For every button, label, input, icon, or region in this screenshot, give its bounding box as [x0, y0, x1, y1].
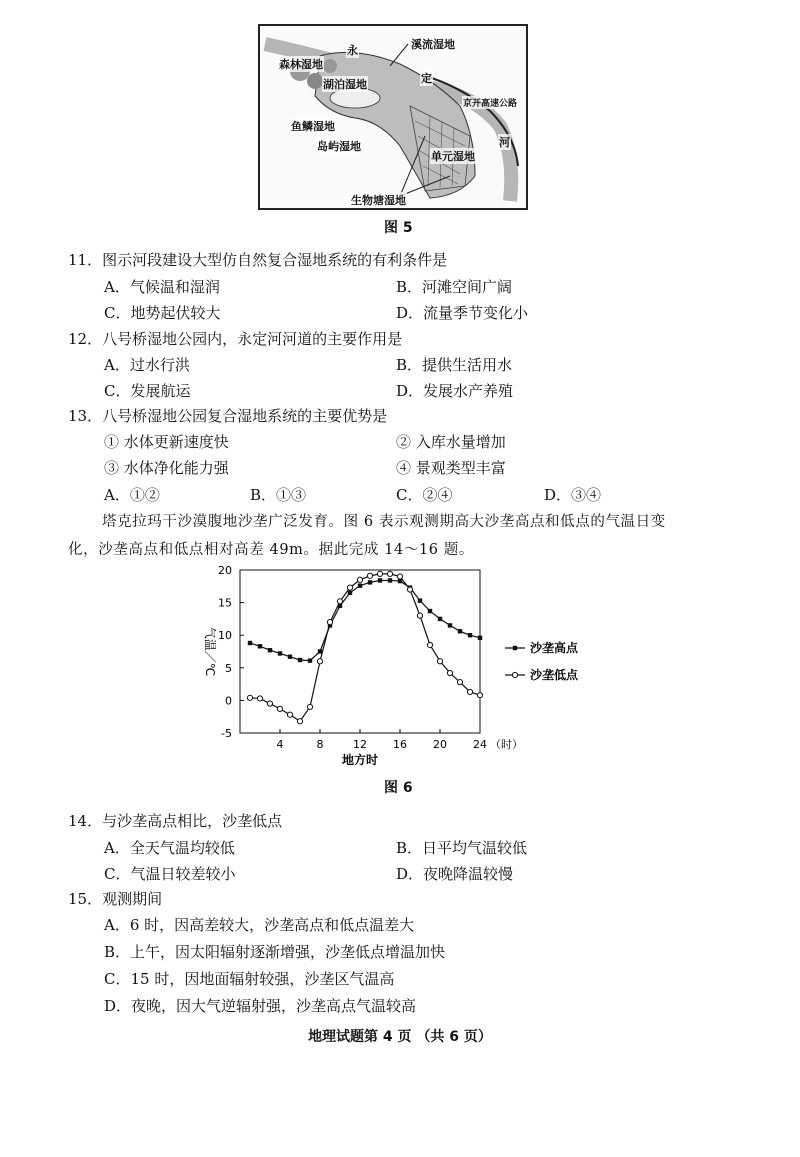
x-tick-label: 4 [276, 738, 284, 751]
x-axis-title: 地方时 [341, 753, 379, 767]
q13-option-c: C．②④ [396, 486, 453, 504]
high-point-marker [258, 644, 262, 648]
x-unit-label: （时） [490, 738, 523, 751]
high-point-marker [308, 658, 312, 662]
series-line-1 [250, 574, 480, 721]
label-biopond-wetland: 生物塘湿地 [351, 194, 406, 207]
low-point-marker [477, 693, 482, 698]
high-point-marker [358, 583, 362, 587]
y-tick-label: 0 [225, 694, 232, 708]
high-point-marker [268, 648, 272, 652]
q12-option-b: B．提供生活用水 [396, 356, 513, 374]
q13-option-b: B．①③ [250, 486, 307, 504]
high-point-marker [478, 636, 482, 640]
series-line-0 [250, 580, 480, 660]
legend-marker-low [512, 672, 517, 677]
label-river-he: 河 [499, 136, 510, 149]
low-point-marker [397, 574, 402, 579]
q14-option-b: B．日平均气温较低 [396, 839, 528, 857]
low-point-marker [337, 599, 342, 604]
q13-statement-4: ④ 景观类型丰富 [396, 459, 506, 477]
high-point-marker [298, 658, 302, 662]
label-lake-wetland: 湖泊湿地 [323, 78, 367, 91]
low-point-marker [347, 585, 352, 590]
low-point-marker [257, 696, 262, 701]
low-point-marker [467, 689, 472, 694]
high-point-marker [368, 580, 372, 584]
temperature-chart-svg [190, 560, 610, 775]
x-tick-label: 12 [353, 738, 367, 751]
q14-option-c: C．气温日较差较小 [104, 865, 236, 883]
low-point-marker [307, 704, 312, 709]
page-footer: 地理试题第 4 页 （共 6 页） [308, 1029, 492, 1045]
q14-option-a: A．全天气温均较低 [104, 839, 235, 857]
label-fishscale-wetland: 鱼鳞湿地 [291, 120, 335, 133]
q12-option-d: D．发展水产养殖 [396, 382, 514, 400]
y-axis-title: 气温／℃ [203, 626, 217, 677]
temperature-chart [190, 560, 610, 775]
q13-statement-2: ② 入库水量增加 [396, 433, 506, 451]
x-tick-label: 8 [316, 738, 324, 751]
low-point-marker [367, 573, 372, 578]
q13-option-d: D．③④ [544, 486, 602, 504]
low-point-marker [457, 680, 462, 685]
y-tick-label: 5 [225, 661, 232, 675]
q13-option-a: A．①② [104, 486, 160, 504]
y-tick-label: 20 [218, 564, 232, 577]
high-point-marker [378, 578, 382, 582]
q12-option-a: A．过水行洪 [104, 356, 190, 374]
x-tick-label: 16 [393, 738, 407, 751]
intro-line-1: 塔克拉玛干沙漠腹地沙垄广泛发育。图 6 表示观测期高大沙垄高点和低点的气温日变 [102, 514, 666, 530]
q13-stem: 13．八号桥湿地公园复合湿地系统的主要优势是 [68, 407, 388, 425]
low-point-marker [327, 620, 332, 625]
q14-stem: 14．与沙垄高点相比，沙垄低点 [68, 812, 283, 830]
high-point-marker [348, 591, 352, 595]
label-river-ding: 定 [421, 72, 432, 85]
low-point-marker [407, 587, 412, 592]
legend-label-0: 沙垄高点 [530, 641, 579, 655]
q13-statement-3: ③ 水体净化能力强 [104, 459, 229, 477]
low-point-marker [267, 701, 272, 706]
high-point-marker [248, 641, 252, 645]
y-tick-label: -5 [221, 727, 232, 740]
low-point-marker [377, 571, 382, 576]
plot-frame [240, 570, 480, 733]
label-stream-wetland: 溪流湿地 [411, 38, 455, 51]
x-tick-label: 20 [433, 738, 447, 751]
high-point-marker [438, 617, 442, 621]
low-point-marker [437, 659, 442, 664]
label-island-wetland: 岛屿湿地 [317, 140, 361, 153]
q15-stem: 15．观测期间 [68, 890, 163, 908]
q15-option-c: C．15 时，因地面辐射较强，沙垄区气温高 [104, 970, 395, 988]
high-point-marker [428, 609, 432, 613]
label-expressway: 京开高速公路 [462, 96, 518, 109]
high-point-marker [388, 578, 392, 582]
high-point-marker [278, 651, 282, 655]
x-tick-label: 24 [473, 738, 487, 751]
intro-paragraph [68, 508, 748, 564]
q11-option-d: D．流量季节变化小 [396, 304, 529, 322]
q11-option-b: B．河滩空间广阔 [396, 278, 513, 296]
label-forest-wetland: 森林湿地 [279, 58, 323, 71]
low-point-marker [287, 712, 292, 717]
figure6-caption: 图 6 [384, 780, 413, 796]
low-point-marker [247, 695, 252, 700]
low-point-marker [427, 642, 432, 647]
high-point-marker [418, 598, 422, 602]
label-river-yong: 永 [347, 44, 358, 57]
high-point-marker [468, 633, 472, 637]
low-point-marker [277, 706, 282, 711]
low-point-marker [447, 670, 452, 675]
low-point-marker [417, 613, 422, 618]
low-point-marker [297, 719, 302, 724]
wetland-map [258, 24, 528, 210]
high-point-marker [288, 655, 292, 659]
q12-stem: 12．八号桥湿地公园内，永定河河道的主要作用是 [68, 330, 403, 348]
legend-label-1: 沙垄低点 [530, 668, 579, 682]
legend-marker-high [513, 646, 517, 650]
y-tick-label: 10 [218, 629, 232, 643]
q13-statement-1: ① 水体更新速度快 [104, 433, 229, 451]
high-point-marker [448, 623, 452, 627]
q12-option-c: C．发展航运 [104, 382, 191, 400]
y-tick-label: 15 [218, 596, 232, 610]
q11-option-a: A．气候温和湿润 [104, 278, 220, 296]
high-point-marker [458, 629, 462, 633]
figure5-caption: 图 5 [384, 220, 413, 236]
label-unit-wetland: 单元湿地 [431, 150, 475, 163]
low-point-marker [317, 659, 322, 664]
q15-option-b: B．上午，因太阳辐射逐渐增强，沙垄低点增温加快 [104, 943, 446, 961]
q14-option-d: D．夜晚降温较慢 [396, 865, 514, 883]
q11-stem: 11．图示河段建设大型仿自然复合湿地系统的有利条件是 [68, 251, 448, 269]
q15-option-d: D．夜晚，因大气逆辐射强，沙垄高点气温较高 [104, 997, 417, 1015]
q15-option-a: A．6 时，因高差较大，沙垄高点和低点温差大 [104, 916, 415, 934]
intro-line-2: 化，沙垄高点和低点相对高差 49m。据此完成 14～16 题。 [68, 542, 475, 558]
q11-option-c: C．地势起伏较大 [104, 304, 221, 322]
low-point-marker [387, 571, 392, 576]
low-point-marker [357, 577, 362, 582]
